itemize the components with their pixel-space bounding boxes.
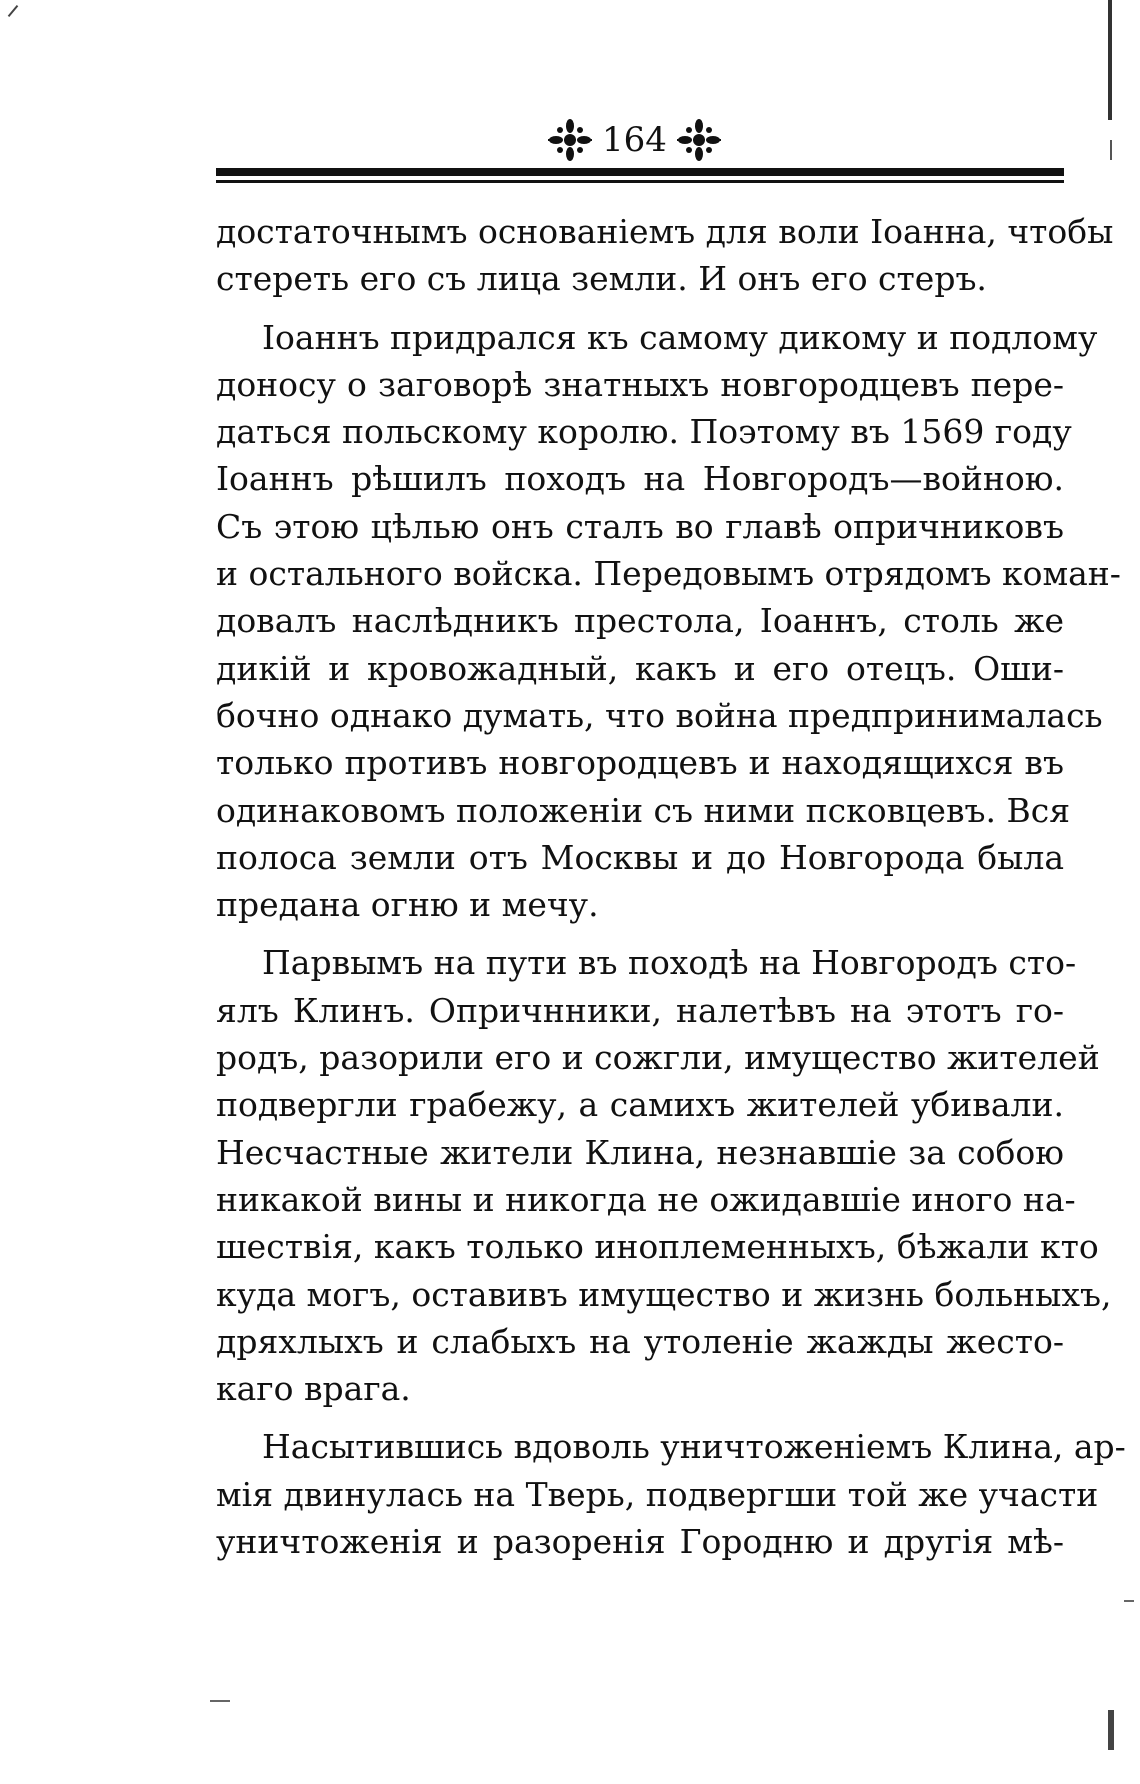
text-line: подвергли грабежу, а самихъ жителей убивали. [216,1085,1064,1125]
text-line: довалъ наслѣдникъ престола, Іоаннъ, столь же [216,601,1064,641]
paragraph-3 [216,939,1112,1412]
text-line: бочно однако думать, что война предпринималась [216,695,1103,735]
scan-edge-mark [1110,140,1112,160]
text-line: никакой вины и никогда не ожидавшіе иного на- [216,1179,1076,1219]
body-text [216,208,1126,1576]
fleuron-ornament-icon [677,118,721,162]
text-line: родъ, разорили его и сожгли, имущество жителей [216,1038,1100,1078]
text-line: куда могъ, оставивъ имущество и жизнь больныхъ, [216,1274,1112,1314]
scan-speck [210,1700,230,1702]
text-line: только противъ новгородцевъ и находящихся въ [216,743,1064,783]
text-line: мія двинулась на Тверь, подвергши той же участи [216,1474,1099,1514]
text-line: Несчастные жители Клина, незнавшіе за собою [216,1132,1064,1172]
text-line: достаточнымъ основаніемъ для воли Іоанна, чтобы [216,212,1114,251]
text-line: шествія, какъ только иноплеменныхъ, бѣжали кто [216,1227,1099,1267]
paragraph-4 [216,1423,1126,1565]
text-line: уничтоженія и разоренія Городню и другія мѣ- [216,1522,1064,1562]
text-line: стереть его съ лица земли. И онъ его стеръ. [216,259,987,299]
text-line: даться польскому королю. Поэтому въ 1569 году [216,412,1072,452]
text-line: ялъ Клинъ. Опричнники, налетѣвъ на этотъ го- [216,990,1064,1030]
header-rule-thick [216,168,1064,176]
scan-speck [1108,1710,1114,1750]
text-line: Іоаннъ придрался къ самому дикому и подлому [262,317,1098,357]
page-header-inner [548,118,721,162]
fleuron-ornament-icon [548,118,592,162]
text-line: дикій и кровожадный, какъ и его отецъ. Оши- [216,648,1064,688]
text-line: каго врага. [216,1369,411,1409]
header-rule-thin [216,180,1064,183]
text-line: Съ этою цѣлью онъ сталъ во главѣ опричниковъ [216,506,1064,546]
scan-speck [8,5,19,17]
text-line: и остального войска. Передовымъ отрядомъ коман- [216,554,1121,594]
text-line: одинаковомъ положеніи съ ними псковцевъ. Вся [216,790,1071,830]
text-line: Парвымъ на пути въ походѣ на Новгородъ сто- [262,943,1077,983]
scan-speck [1124,1600,1134,1602]
text-line: Іоаннъ рѣшилъ походъ на Новгородъ—войною. [216,459,1064,499]
page-number: 164 [602,120,667,160]
text-line: дряхлыхъ и слабыхъ на утоленіе жажды жесто- [216,1321,1064,1361]
text-line: Насытившись вдоволь уничтоженіемъ Клина, ар- [262,1427,1126,1467]
paragraph-2 [216,314,1121,929]
text-line: полоса земли отъ Москвы и до Новгорода была [216,837,1064,877]
paragraph-1 [216,208,1114,303]
text-line: предана огню и мечу. [216,885,599,925]
text-line: доносу о заговорѣ знатныхъ новгородцевъ пере- [216,364,1064,404]
scan-edge-mark [1108,0,1112,120]
